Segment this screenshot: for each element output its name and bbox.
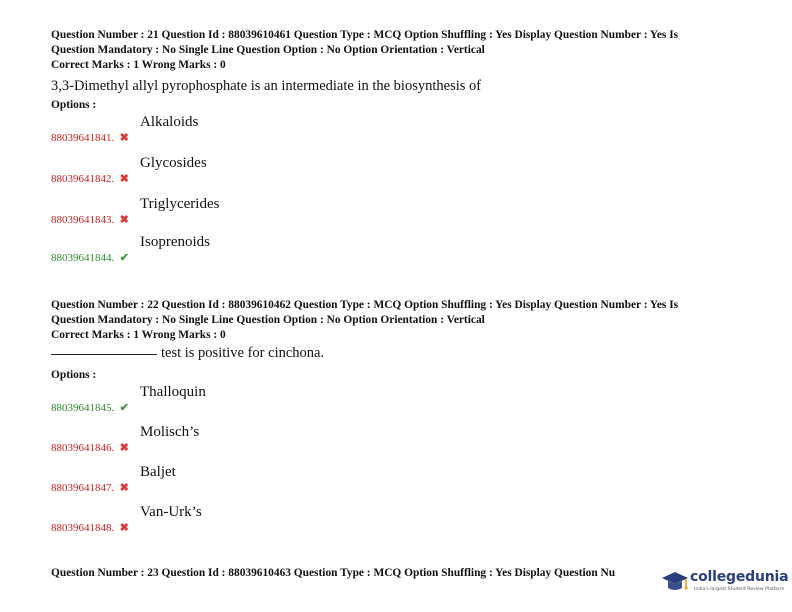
- option-text: Baljet: [140, 464, 176, 480]
- cross-icon: ✖: [119, 522, 129, 534]
- option-id: 88039641842.: [51, 173, 115, 185]
- logo-tagline: India's largest Student Review Platform: [694, 587, 785, 592]
- options-label: Options :: [51, 369, 97, 381]
- option-text: Isoprenoids: [140, 234, 210, 250]
- option-88039641845: [51, 384, 206, 418]
- options-label: Options :: [51, 99, 97, 111]
- option-text: Van-Urk’s: [140, 504, 202, 520]
- option-88039641846: [51, 424, 200, 458]
- question-meta-line1: Question Number : 21 Question Id : 88039610461 Question Type : MCQ Option Shuffling : Yes Display Question Number : Yes Is: [51, 29, 679, 41]
- question-marks: Correct Marks : 1 Wrong Marks : 0: [51, 59, 226, 71]
- question-meta-line1: Question Number : 22 Question Id : 88039610462 Question Type : MCQ Option Shuffling : Yes Display Question Number : Yes Is: [51, 299, 679, 311]
- option-88039641848: [51, 504, 202, 538]
- question-meta-line2: Question Mandatory : No Single Line Question Option : No Option Orientation : Vertical: [51, 44, 485, 56]
- collegedunia-logo[interactable]: [660, 566, 789, 602]
- option-text: Glycosides: [140, 155, 207, 171]
- option-88039641843: [51, 196, 220, 230]
- question-23-meta: Question Number : 23 Question Id : 88039610463 Question Type : MCQ Option Shuffling : Yes Display Question Nu: [51, 567, 616, 579]
- cross-icon: ✖: [119, 442, 129, 454]
- question-21-meta: [51, 28, 751, 73]
- check-icon: ✔: [119, 402, 129, 414]
- option-text: Molisch’s: [140, 424, 200, 440]
- option-id: 88039641843.: [51, 214, 115, 226]
- option-text: Alkaloids: [140, 114, 199, 130]
- option-id: 88039641846.: [51, 442, 115, 454]
- graduation-cap-icon: [660, 566, 692, 598]
- option-id: 88039641848.: [51, 522, 115, 534]
- cross-icon: ✖: [119, 482, 129, 494]
- option-id: 88039641841.: [51, 132, 115, 144]
- option-id: 88039641844.: [51, 252, 115, 264]
- fill-in-blank: [51, 354, 157, 355]
- cross-icon: ✖: [119, 214, 129, 226]
- question-meta-line2: Question Mandatory : No Single Line Question Option : No Option Orientation : Vertical: [51, 314, 485, 326]
- question-text: test is positive for cinchona.: [161, 345, 325, 361]
- option-88039641842: [51, 155, 207, 189]
- cross-icon: ✖: [119, 132, 129, 144]
- check-icon: ✔: [119, 252, 129, 264]
- option-id: 88039641847.: [51, 482, 115, 494]
- question-marks: Correct Marks : 1 Wrong Marks : 0: [51, 329, 226, 341]
- option-88039641844: [51, 234, 210, 268]
- option-88039641847: [51, 464, 176, 498]
- question-22-text: [51, 345, 324, 362]
- option-88039641841: [51, 114, 199, 148]
- question-21-text: 3,3-Dimethyl allyl pyrophosphate is an intermediate in the biosynthesis of: [51, 78, 482, 94]
- question-22-meta: [51, 298, 751, 343]
- option-text: Thalloquin: [140, 384, 206, 400]
- cross-icon: ✖: [119, 173, 129, 185]
- option-id: 88039641845.: [51, 402, 115, 414]
- logo-brand-text: collegedunia: [690, 569, 789, 585]
- option-text: Triglycerides: [140, 196, 220, 212]
